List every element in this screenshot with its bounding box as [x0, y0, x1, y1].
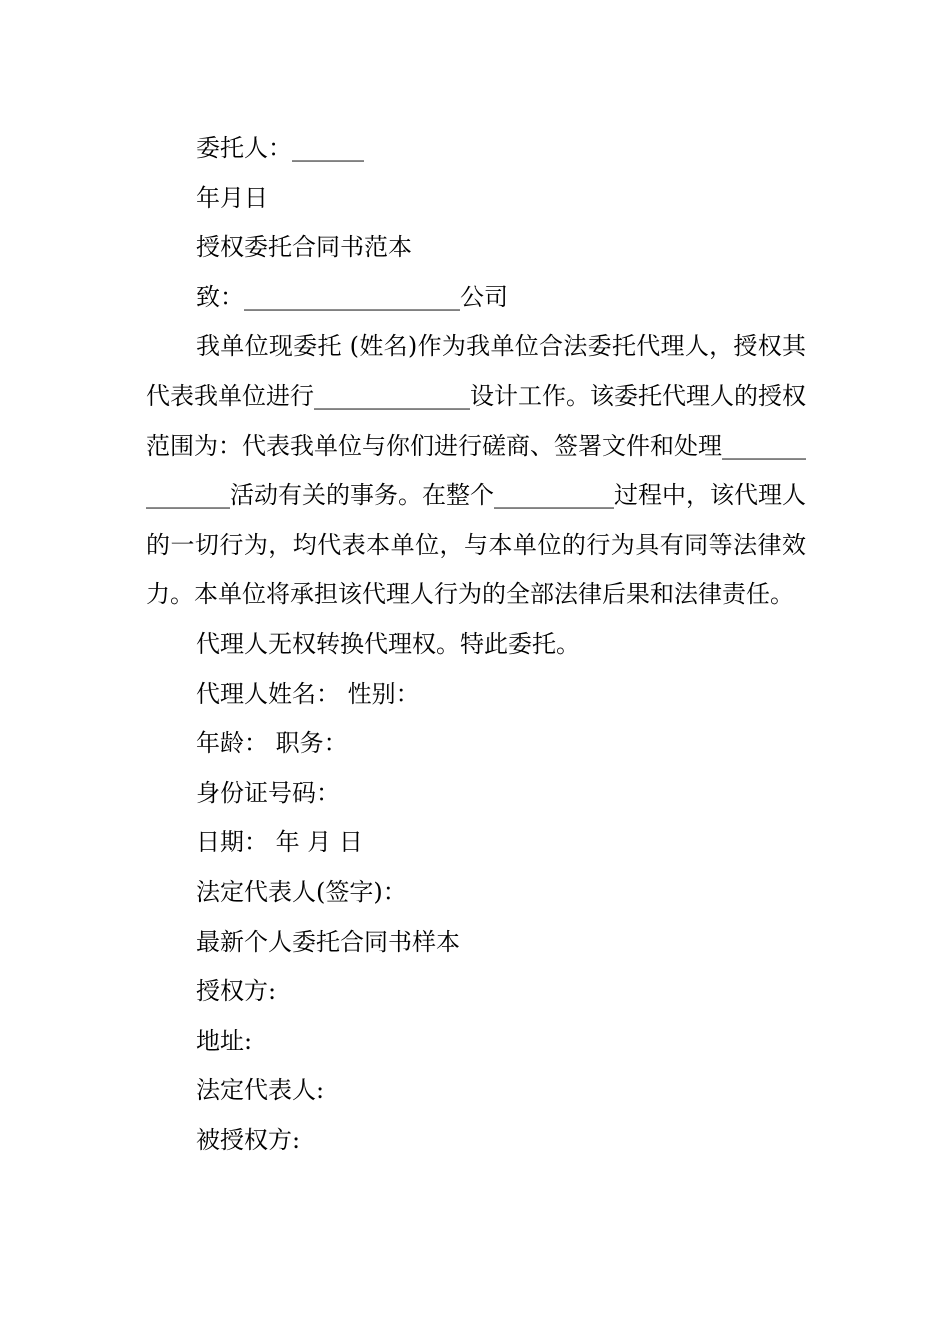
date-line: 年月日 — [196, 183, 268, 212]
section-title-personal: 最新个人委托合同书样本 — [196, 927, 460, 956]
section-title-authorization: 授权委托合同书范本 — [196, 233, 412, 262]
agent-name-gender-line: 代理人姓名： 性别： — [196, 679, 420, 708]
authorization-paragraph-text: 我单位现委托 (姓名)作为我单位合法委托代理人，授权其代表我单位进行_____________设计工作。该委托代理人的授权范围为：代表我单位与你们进行磋商、签署文件和处理______________活动有关的事务。在整个__________过程中，该代理人的一切行为，均代表本单位，与本单位的行为具有同等法律效力。本单位将承担该代理人行为的全部法律后果和法律责任。 — [146, 332, 806, 609]
signing-date-line: 日期： 年 月 日 — [196, 828, 363, 857]
principal-line: 委托人：______ — [196, 134, 364, 162]
grantor-line: 授权方: — [196, 977, 277, 1006]
document-body — [146, 124, 806, 1165]
no-transfer-line: 代理人无权转换代理权。特此委托。 — [196, 629, 580, 658]
legal-rep-signature-line: 法定代表人(签字)： — [196, 877, 407, 906]
addressee-line: 致：__________________公司 — [196, 282, 508, 311]
age-position-line: 年龄： 职务： — [196, 729, 348, 758]
authorization-paragraph — [146, 322, 806, 620]
grantee-line: 被授权方: — [196, 1125, 301, 1154]
id-number-line: 身份证号码： — [196, 778, 340, 807]
address-line: 地址: — [196, 1026, 253, 1055]
legal-rep-line: 法定代表人: — [196, 1076, 325, 1105]
